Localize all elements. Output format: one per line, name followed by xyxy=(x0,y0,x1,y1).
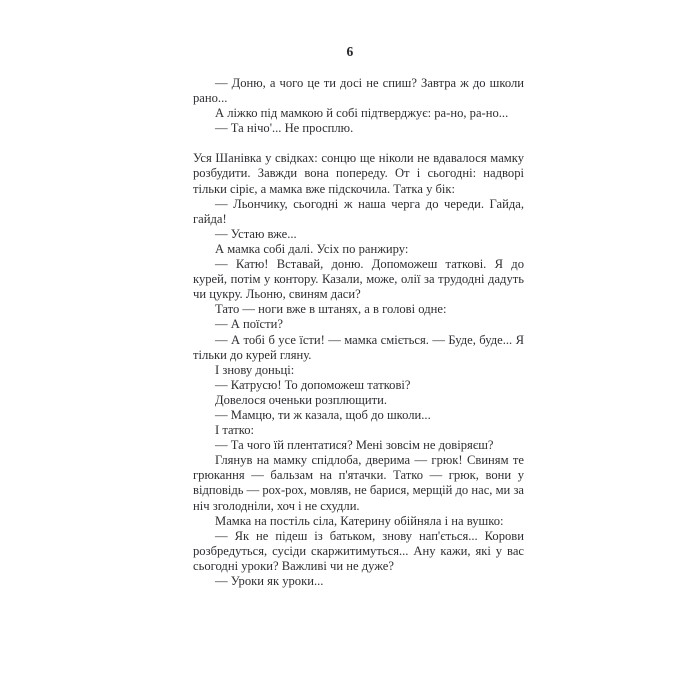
page-number: 6 xyxy=(346,44,354,59)
paragraph: — А тобі б усе їсти! — мамка сміється. — Буде, буде... Я тільки до курей гляну. xyxy=(193,332,524,362)
paragraph: І татко: xyxy=(215,423,255,438)
paragraph: Довелося оченьки розплющити. xyxy=(215,392,387,407)
paragraph: — Льончику, сьогодні ж наша черга до череди. Гайда, гайда! xyxy=(193,196,524,226)
paragraph: Уся Шанівка у свідках: сонцю ще ніколи не вдавалося мамку розбудити. Завжди вона попереду. От і сьогодні: надворі тільки сіріє, а мамка вже підскочила. Татка у бік: xyxy=(193,151,524,196)
paragraph: — Уроки як уроки... xyxy=(215,574,324,588)
paragraph: — Мамцю, ти ж казала, щоб до школи... xyxy=(215,407,431,422)
paragraph: Тато — ноги вже в штанях, а в голові одне: xyxy=(215,302,447,317)
paragraph: — Як не підеш із батьком, знову нап'ється... Корови розбредуться, сусіди скаржитимуться... Ану кажи, які у вас сьогодні уроки? Важливі чи не дуже? xyxy=(193,528,524,573)
paragraph: — Катрусю! То допоможеш таткові? xyxy=(215,377,411,392)
paragraph: Глянув на мамку спідлоба, дверима — грюк! Свиням те грюкання — бальзам на п'ятачки. Татко — грюк, вони у відповідь — рох-рох, мовляв, не барися, мерщій до нас, ми за ніч зголодніли, хоч і не схудли. xyxy=(193,453,525,513)
paragraph: — А поїсти? xyxy=(215,317,283,332)
paragraph: — Устаю вже... xyxy=(215,226,297,241)
paragraph: — Катю! Вставай, доню. Допоможеш таткові. Я до курей, потім у контору. Казали, може, олії за трудодні дадуть чи цукру. Льоню, свиням даси? xyxy=(193,257,524,302)
paragraph: І знову доньці: xyxy=(215,362,295,377)
paragraph: — Та нічо'... Не просплю. xyxy=(215,121,354,136)
paragraph: Мамка на постіль сіла, Катерину обійняла і на вушко: xyxy=(215,513,504,528)
paragraph: — Та чого їй плентатися? Мені зовсім не довіряєш? xyxy=(215,438,494,453)
paragraph: — Доню, а чого це ти досі не спиш? Завтра ж до школи рано... xyxy=(193,76,524,106)
paragraph-block-2 xyxy=(193,151,524,589)
paragraph: А ліжко під мамкою й собі підтверджує: ра-но, ра-но... xyxy=(215,106,509,121)
paragraph: А мамка собі далі. Усіх по ранжиру: xyxy=(215,241,409,256)
text-column xyxy=(193,76,524,589)
paragraph-block-1 xyxy=(193,76,524,136)
block-separator xyxy=(193,136,524,151)
